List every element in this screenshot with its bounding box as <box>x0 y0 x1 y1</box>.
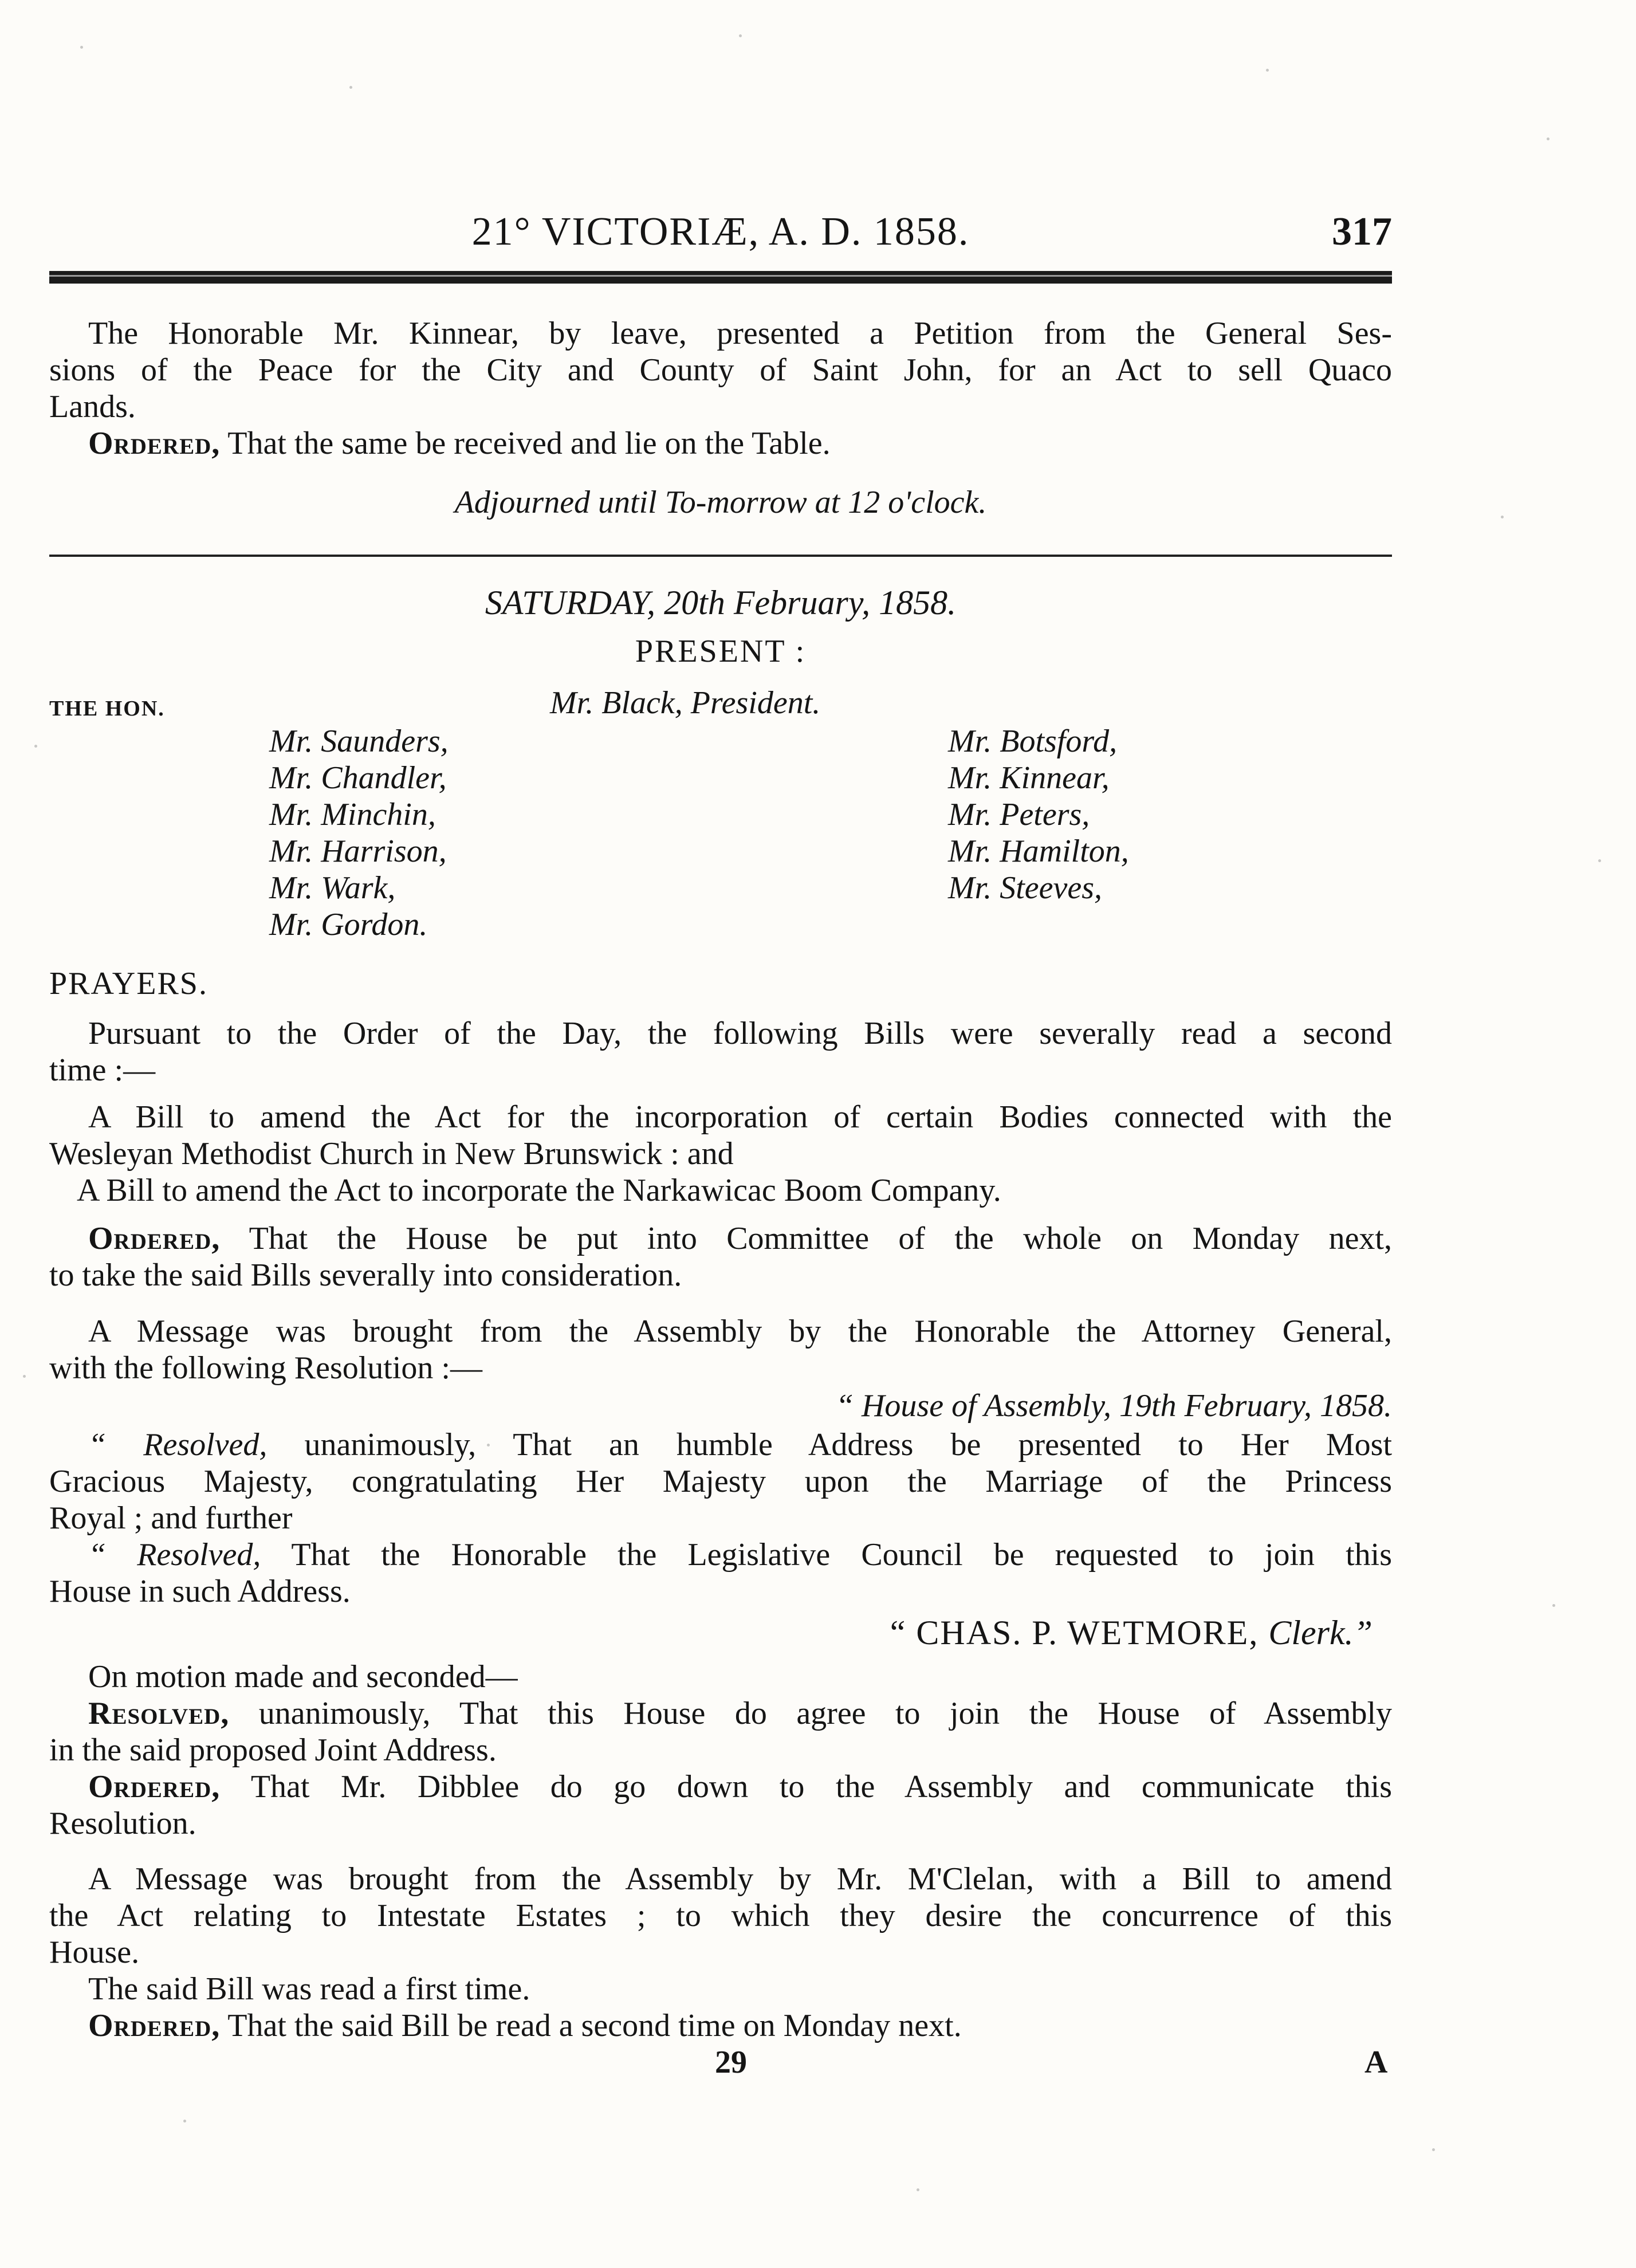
member-right: Mr. Botsford, <box>948 724 1118 759</box>
paragraph-line: Royal ; and further <box>49 1500 293 1536</box>
page-header <box>49 209 1392 264</box>
paragraph-line: A Bill to amend the Act for the incorporation of certain Bodies connected with the <box>88 1099 1392 1135</box>
clerk-name: “ CHAS. P. WETMORE, <box>890 1614 1259 1652</box>
resolution-text: That the Honorable the Legislative Council be requested to join this <box>291 1537 1392 1573</box>
member-left: Mr. Harrison, <box>269 834 447 869</box>
resolution-text: unanimously, That an humble Address be presented to Her Most <box>304 1427 1393 1463</box>
signature-mark: 29 <box>715 2045 747 2080</box>
ordered-line <box>88 1220 1392 1257</box>
present-label: PRESENT : <box>635 634 807 669</box>
paragraph-line: Lands. <box>49 389 136 424</box>
paragraph-line: in the said proposed Joint Address. <box>49 1732 497 1768</box>
paragraph-line: A Message was brought from the Assembly by Mr. M'Clelan, with a Bill to amend <box>88 1861 1392 1897</box>
member-right: Mr. Steeves, <box>948 870 1103 906</box>
paragraph-line: A Message was brought from the Assembly by the Honorable the Attorney General, <box>88 1314 1392 1349</box>
header-rule <box>49 271 1392 284</box>
ordered-word: Ordered, <box>88 1221 221 1256</box>
resolved-text: unanimously, That this House do agree to join the House of Assembly <box>258 1696 1393 1731</box>
member-left: Mr. Minchin, <box>269 797 436 832</box>
paragraph-line: Gracious Majesty, congratulating Her Majesty upon the Marriage of the Princess <box>49 1464 1392 1499</box>
resolution-line <box>88 1536 1392 1573</box>
adjournment: Adjourned until To-morrow at 12 o'clock. <box>454 485 987 520</box>
ordered-line <box>88 2007 962 2044</box>
paragraph-line: House. <box>49 1935 140 1970</box>
ordered-line <box>88 1768 1392 1805</box>
member-left: Mr. Wark, <box>269 870 396 906</box>
clerk-title: Clerk.” <box>1268 1614 1372 1652</box>
ordered-text: That the said Bill be read a second time on Monday next. <box>227 2008 962 2043</box>
ordered-word: Ordered, <box>88 1769 221 1805</box>
paragraph-line: Pursuant to the Order of the Day, the following Bills were severally read a second <box>88 1016 1392 1051</box>
running-head: 21° VICTORIÆ, A. D. 1858. <box>471 210 970 254</box>
ordered-word: Ordered, <box>88 2008 221 2043</box>
the-hon-label: THE HON. <box>49 697 165 721</box>
paragraph-line: time :— <box>49 1052 156 1088</box>
resolution-line <box>88 1426 1392 1463</box>
paragraph-line: A Bill to amend the Act to incorporate the Narkawicac Boom Company. <box>77 1173 1001 1208</box>
paragraph-line: the Act relating to Intestate Estates ; to which they desire the concurrence of this <box>49 1898 1392 1933</box>
resolved-word: “ Resolved, <box>88 1537 261 1573</box>
member-left: Mr. Gordon. <box>269 907 428 942</box>
paragraph-line: sions of the Peace for the City and County of Saint John, for an Act to sell Quaco <box>49 352 1392 388</box>
page-number: 317 <box>1332 210 1392 254</box>
section-rule <box>49 555 1392 557</box>
ordered-text: That the same be received and lie on the Table. <box>227 426 831 461</box>
clerk-signature <box>890 1614 1372 1651</box>
ordered-line <box>88 425 831 462</box>
president: Mr. Black, President. <box>550 685 821 721</box>
paragraph-line: with the following Resolution :— <box>49 1350 482 1386</box>
ordered-word: Ordered, <box>88 426 221 461</box>
prayers-heading: PRAYERS. <box>49 966 208 1001</box>
paragraph-line: Wesleyan Methodist Church in New Brunswick : and <box>49 1136 734 1172</box>
member-right: Mr. Peters, <box>948 797 1090 832</box>
member-right: Mr. Hamilton, <box>948 834 1129 869</box>
resolved-line <box>88 1695 1392 1732</box>
member-left: Mr. Chandler, <box>269 760 447 796</box>
paragraph-line: The Honorable Mr. Kinnear, by leave, presented a Petition from the General Ses- <box>88 316 1392 351</box>
sitting-date: SATURDAY, 20th February, 1858. <box>485 584 957 622</box>
ordered-text: That the House be put into Committee of the whole on Monday next, <box>249 1221 1392 1256</box>
paragraph-line: House in such Address. <box>49 1574 351 1609</box>
catchword: A <box>1364 2045 1388 2080</box>
paragraph-line: On motion made and seconded— <box>88 1659 518 1695</box>
member-right: Mr. Kinnear, <box>948 760 1110 796</box>
member-left: Mr. Saunders, <box>269 724 449 759</box>
resolved-word: “ Resolved, <box>88 1427 268 1463</box>
paragraph-line: Resolution. <box>49 1806 196 1841</box>
paragraph-line: The said Bill was read a first time. <box>88 1971 530 2007</box>
resolved-word: Resolved, <box>88 1696 230 1731</box>
paragraph-line: to take the said Bills severally into consideration. <box>49 1257 682 1293</box>
ordered-text: That Mr. Dibblee do go down to the Assembly and communicate this <box>250 1769 1392 1805</box>
dateline: “ House of Assembly, 19th February, 1858. <box>835 1388 1392 1424</box>
